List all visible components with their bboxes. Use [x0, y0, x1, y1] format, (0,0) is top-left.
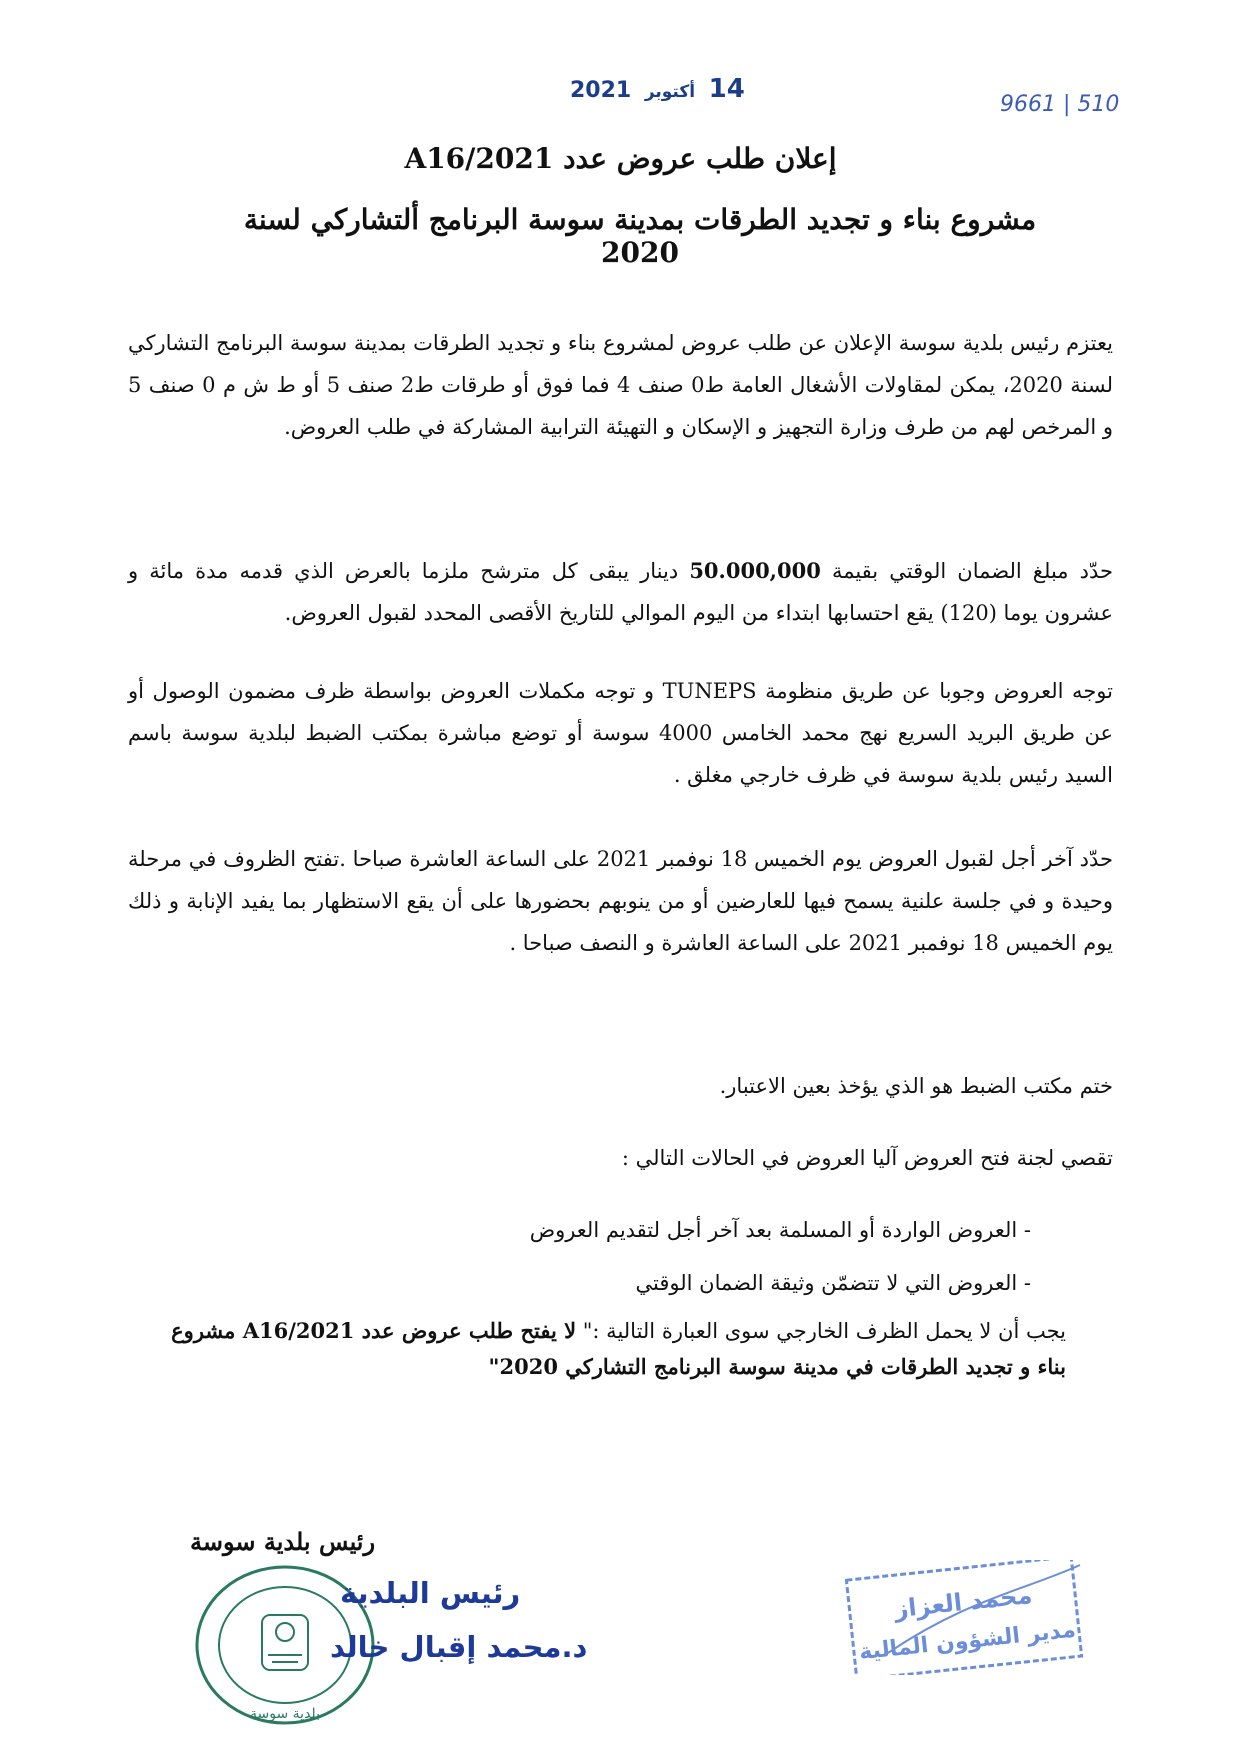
guarantee-text-after: دينار يبقى كل مترشح ملزما بالعرض الذي قدمه مدة مائة و عشرون يوما (120) يقع احتسابها ابتداء من اليوم الموالي للتاريخ الأقصى المحدد لقبول العروض.	[128, 559, 1113, 625]
handwritten-title: رئيس البلدية	[340, 1576, 521, 1610]
handwritten-name: د.محمد إقبال خالد	[330, 1630, 588, 1664]
envelope-instruction-bold: لا يفتح طلب عروض عدد A16/2021 مشروع بناء و تجديد الطرقات في مدينة سوسة البرنامج التشاركي 2020"	[171, 1318, 1066, 1379]
exclusion-item-late: - العروض الواردة أو المسلمة بعد آخر أجل لتقديم العروض	[529, 1218, 1031, 1242]
announcement-title: إعلان طلب عروض عدد A16/2021	[404, 142, 837, 175]
paragraph-guarantee	[128, 550, 1113, 634]
signatory-title: رئيس بلدية سوسة	[190, 1527, 376, 1556]
date-year: 2021	[570, 78, 632, 103]
exclusion-item-guarantee: - العروض التي لا تتضمّن وثيقة الضمان الوقتي	[635, 1271, 1031, 1295]
paragraph-deadline: حدّد آخر أجل لقبول العروض يوم الخميس 18 نوفمبر 2021 على الساعة العاشرة صباحا .تفتح الظروف في مرحلة وحيدة و في جلسة علنية يسمح فيها للعارضين أو من ينوبهم بحضورها على أن يقع الاستظهار بما يفيد الإنابة و ذلك يوم الخميس 18 نوفمبر 2021 على الساعة العاشرة و النصف صباحا .	[128, 847, 1114, 955]
paragraph-intro: يعتزم رئيس بلدية سوسة الإعلان عن طلب عروض لمشروع بناء و تجديد الطرقات بمدينة سوسة البرنامج التشاركي لسنة 2020، يمكن لمقاولات الأشغال العامة ط0 صنف 4 فما فوق أو طرقات ط2 صنف 5 أو ط ش م 0 صنف 5 و المرخص لهم من طرف وزارة التجهيز و الإسكان و التهيئة الترابية المشاركة في طلب العروض.	[128, 331, 1113, 439]
document-date	[570, 74, 745, 104]
finance-director-stamp	[845, 1560, 1085, 1675]
guarantee-text-before: حدّد مبلغ الضمان الوقتي بقيمة	[820, 559, 1113, 583]
stamp-name: محمد العزاز	[893, 1580, 1034, 1624]
project-title: مشروع بناء و تجديد الطرقات بمدينة سوسة البرنامج ألتشاركي لسنة 2020	[243, 203, 1037, 269]
envelope-instruction	[166, 1313, 1066, 1385]
exclusion-intro: تقصي لجنة فتح العروض آليا العروض في الحالات التالي :	[621, 1146, 1113, 1170]
envelope-instruction-text: يجب أن لا يحمل الظرف الخارجي سوى العبارة التالية :"	[576, 1319, 1066, 1343]
paragraph-submission: توجه العروض وجوبا عن طريق منظومة TUNEPS و توجه مكملات العروض بواسطة ظرف مضمون الوصول أو عن طريق البريد السريع نهج محمد الخامس 4000 سوسة أو توضع مباشرة بمكتب الضبط لبلدية سوسة باسم السيد رئيس بلدية سوسة في ظرف خارجي مغلق .	[128, 679, 1114, 787]
seal-text: بلدية سوسة	[250, 1706, 320, 1722]
date-day: 14	[708, 74, 745, 104]
postmark-note: ختم مكتب الضبط هو الذي يؤخذ بعين الاعتبار.	[719, 1074, 1113, 1098]
date-month: أكتوبر	[644, 82, 696, 102]
stamp-role: مدير الشؤون المالية	[858, 1617, 1077, 1666]
guarantee-amount: 50.000,000	[689, 558, 821, 583]
reference-number: 9661 | 510	[1000, 92, 1120, 117]
